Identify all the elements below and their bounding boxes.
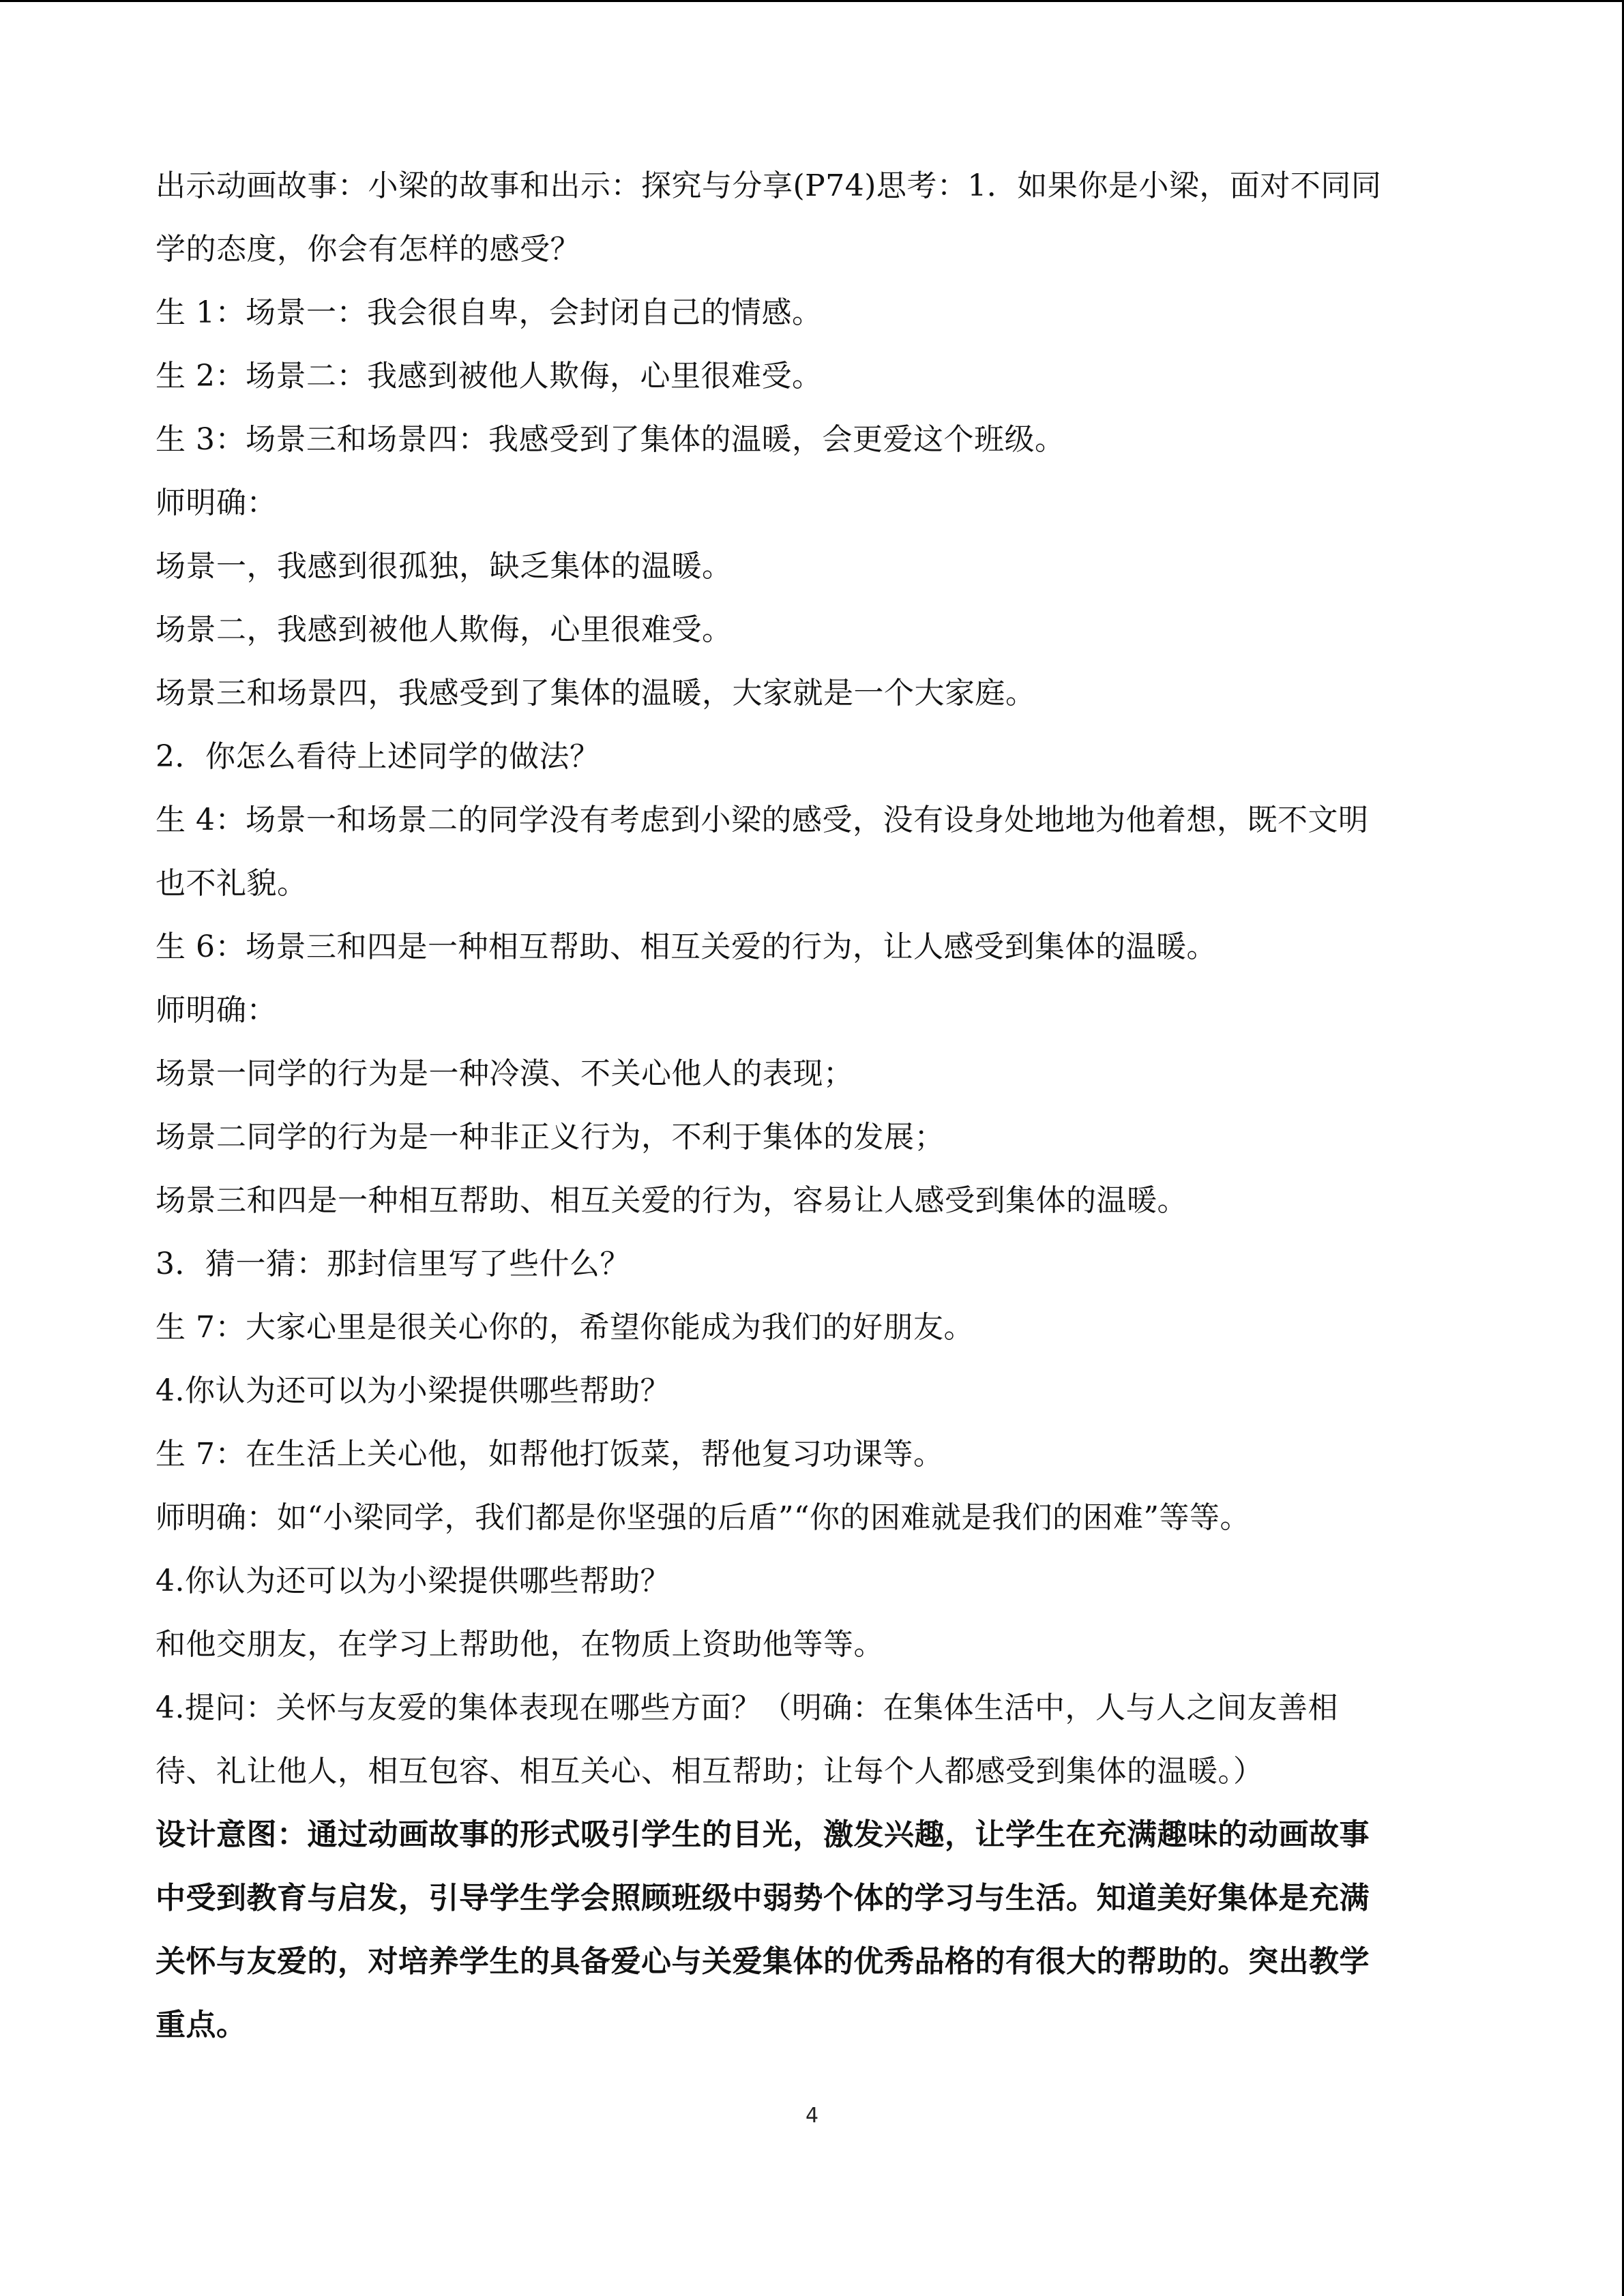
text-line: 生 7：大家心里是很关心你的，希望你能成为我们的好朋友。 [156, 1310, 974, 1345]
design-intent-line: 中受到教育与启发，引导学生学会照顾班级中弱势个体的学习与生活。知道美好集体是充满 [156, 1881, 1370, 1915]
text-line: 生 1：场景一：我会很自卑，会封闭自己的情感。 [156, 295, 823, 330]
text-line: 师明确：如“小梁同学，我们都是你坚强的后盾”“你的困难就是我们的困难”等等。 [156, 1500, 1250, 1535]
text-line: 4.你认为还可以为小梁提供哪些帮助？ [156, 1564, 670, 1598]
text-line: 4.提问：关怀与友爱的集体表现在哪些方面？（明确：在集体生活中，人与人之间友善相 [156, 1690, 1338, 1725]
text-line: 2．你怎么看待上述同学的做法？ [156, 739, 600, 774]
text-line: 待、礼让他人，相互包容、相互关心、相互帮助；让每个人都感受到集体的温暖。） [156, 1754, 1264, 1789]
text-line: 生 2：场景二：我感到被他人欺侮，心里很难受。 [156, 359, 823, 393]
text-line: 也不礼貌。 [156, 866, 308, 901]
design-intent-line: 重点。 [156, 2008, 247, 2042]
text-line: 和他交朋友，在学习上帮助他，在物质上资助他等等。 [156, 1627, 884, 1662]
design-intent-line: 设计意图：通过动画故事的形式吸引学生的目光，激发兴趣，让学生在充满趣味的动画故事 [156, 1817, 1370, 1852]
text-line: 场景二，我感到被他人欺侮，心里很难受。 [156, 612, 733, 647]
page-number: 4 [805, 2104, 819, 2128]
text-line: 3．猜一猜：那封信里写了些什么？ [156, 1247, 630, 1281]
document-body [156, 154, 1472, 2057]
text-line: 师明确： [156, 993, 277, 1028]
text-line: 场景一同学的行为是一种冷漠、不关心他人的表现； [156, 1056, 854, 1091]
text-line: 场景三和场景四，我感受到了集体的温暖，大家就是一个大家庭。 [156, 676, 1036, 711]
text-line: 师明确： [156, 486, 277, 520]
text-line: 学的态度，你会有怎样的感受？ [156, 232, 580, 267]
text-line: 场景三和四是一种相互帮助、相互关爱的行为，容易让人感受到集体的温暖。 [156, 1183, 1187, 1218]
text-line: 生 4：场景一和场景二的同学没有考虑到小梁的感受，没有设身处地地为他着想，既不文明 [156, 803, 1369, 837]
text-line: 4.你认为还可以为小梁提供哪些帮助？ [156, 1373, 670, 1408]
text-line: 生 3：场景三和场景四：我感受到了集体的温暖，会更爱这个班级。 [156, 422, 1065, 457]
text-line: 生 6：场景三和四是一种相互帮助、相互关爱的行为，让人感受到集体的温暖。 [156, 929, 1217, 964]
text-line: 生 7：在生活上关心他，如帮他打饭菜，帮他复习功课等。 [156, 1437, 944, 1472]
design-intent-line: 关怀与友爱的，对培养学生的具备爱心与关爱集体的优秀品格的有很大的帮助的。突出教学 [156, 1944, 1370, 1979]
text-line: 出示动画故事：小梁的故事和出示：探究与分享(P74)思考：1．如果你是小梁，面对不同同 [156, 168, 1382, 203]
text-line: 场景一，我感到很孤独，缺乏集体的温暖。 [156, 549, 733, 584]
text-line: 场景二同学的行为是一种非正义行为，不利于集体的发展； [156, 1120, 945, 1154]
